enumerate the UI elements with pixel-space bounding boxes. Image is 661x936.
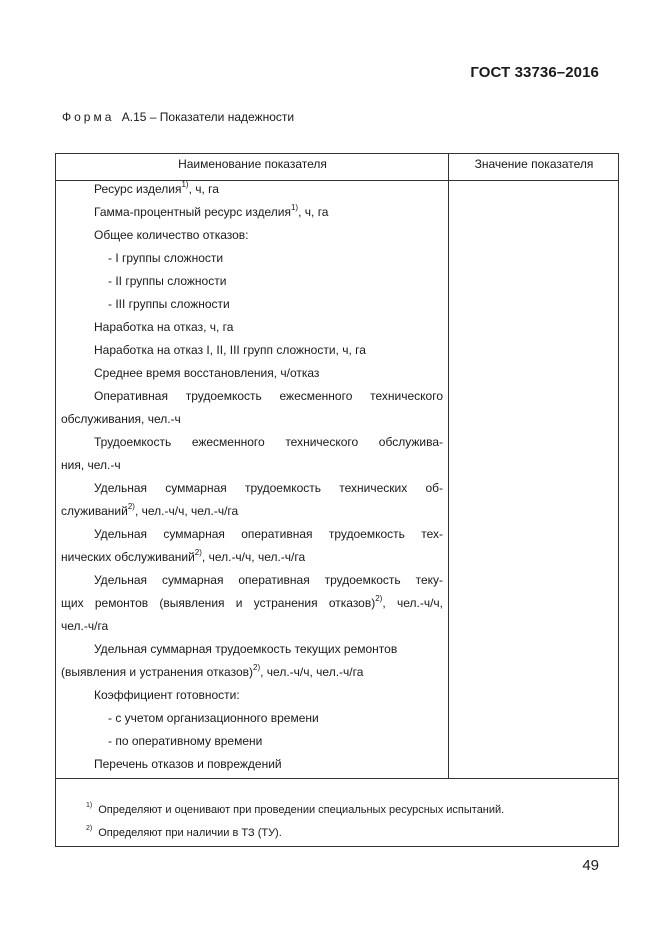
table-row: Удельная суммарная трудоемкость технических об- <box>94 481 443 495</box>
table-header-row <box>56 154 618 181</box>
column-header-name: Наименование показателя <box>178 157 327 171</box>
form-title: А.15 – Показатели надежности <box>121 110 295 124</box>
footnote-text: Определяют и оценивают при проведении специальных ресурсных испытаний. <box>98 804 505 816</box>
table-row: чел.-ч/га <box>61 619 109 633</box>
footnote-mark: 2) <box>86 825 93 833</box>
table-row: Наработка на отказ, ч, га <box>94 320 234 334</box>
table-row: Ресурс изделия$^{1)}$, ч, га <box>94 180 219 196</box>
table-row: Удельная суммарная трудоемкость текущих ремонтов <box>94 642 398 656</box>
table-row: Удельная суммарная оперативная трудоемкость тех- <box>94 527 443 541</box>
form-caption <box>62 110 294 124</box>
footnote-text: Определяют при наличии в ТЗ (ТУ). <box>98 827 282 839</box>
footnote-mark: 1) <box>86 802 93 810</box>
table-row: Оперативная трудоемкость ежесменного технического <box>94 389 443 403</box>
table-row: (выявления и устранения отказов)$^{2)}$, чел.-ч/ч, чел.-ч/га <box>61 663 364 679</box>
document-standard-number: ГОСТ 33736–2016 <box>470 64 599 81</box>
table-row: - III группы сложности <box>108 297 230 311</box>
table-row: обслуживания, чел.-ч <box>61 412 181 426</box>
form-label: Форма <box>62 110 115 124</box>
table-row: Удельная суммарная оперативная трудоемкость теку- <box>94 573 443 587</box>
table-row: Трудоемкость ежесменного технического обслужива- <box>94 435 443 449</box>
footnote <box>86 804 504 816</box>
table-row: Гамма-процентный ресурс изделия$^{1)}$, ч, га <box>94 203 329 219</box>
column-divider <box>448 154 449 778</box>
table-row: - II группы сложности <box>108 274 227 288</box>
table-row: нических обслуживаний$^{2)}$, чел.-ч/ч, чел.-ч/га <box>61 548 306 564</box>
table-row: Перечень отказов и повреждений <box>94 757 282 771</box>
table-row: Наработка на отказ I, II, III групп сложности, ч, га <box>94 343 366 357</box>
table-row: Общее количество отказов: <box>94 228 249 242</box>
table-row: - I группы сложности <box>108 251 224 265</box>
table-row: - по оперативному времени <box>108 734 263 748</box>
table-row: щих ремонтов (выявления и устранения отказов)$^{2)}$, чел.-ч/ч, <box>61 594 443 610</box>
table-row: служиваний$^{2)}$, чел.-ч/ч, чел.-ч/га <box>61 502 239 518</box>
page-number: 49 <box>582 857 599 874</box>
table-row: ния, чел.-ч <box>61 458 121 472</box>
table-body-divider <box>56 778 618 779</box>
column-header-value: Значение показателя <box>474 157 594 171</box>
table-row: - с учетом организационного времени <box>108 711 319 725</box>
footnote <box>86 827 282 839</box>
table-row: Коэффициент готовности: <box>94 688 240 702</box>
table-row: Среднее время восстановления, ч/отказ <box>94 366 320 380</box>
reliability-table <box>55 153 619 847</box>
